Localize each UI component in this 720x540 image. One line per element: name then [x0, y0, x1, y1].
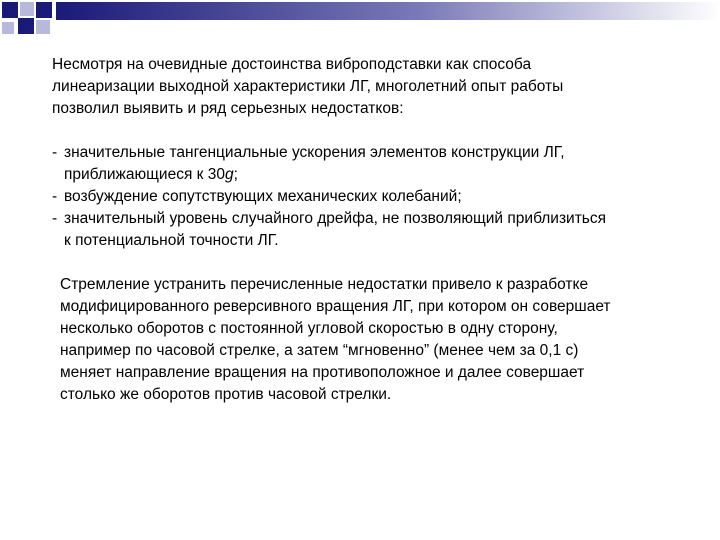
list-item — [52, 208, 712, 252]
list-item-text: возбуждение сопутствующих механических колебаний; — [64, 188, 462, 205]
header-decoration — [0, 0, 720, 44]
deco-square — [2, 2, 18, 18]
text-line: линеаризации выходной характеристики ЛГ, многолетний опыт работы — [52, 78, 564, 95]
list-dash: - — [52, 210, 58, 227]
drawbacks-list — [52, 142, 712, 252]
text-line: Несмотря на очевидные достоинства виброподставки как способа — [52, 56, 532, 73]
list-item — [52, 186, 712, 208]
list-item-text: значительные тангенциальные ускорения элементов конструкции ЛГ, — [64, 144, 565, 161]
text-line: модифицированного реверсивного вращения ЛГ, при котором он совершает — [60, 298, 611, 315]
deco-square — [20, 2, 34, 16]
list-item — [52, 142, 712, 186]
stripe-band — [56, 2, 720, 20]
text-line: столько же оборотов против часовой стрелки. — [60, 386, 392, 403]
list-dash: - — [52, 188, 58, 205]
deco-square — [18, 18, 34, 34]
list-item-continuation: приближающиеся к 30g; — [64, 166, 238, 183]
text-line: Стремление устранить перечисленные недостатки привело к разработке — [60, 276, 589, 293]
list-item-text: значительный уровень случайного дрейфа, не позволяющий приблизиться — [64, 210, 607, 227]
deco-square — [36, 2, 52, 18]
slide-body — [52, 54, 712, 406]
text-line: например по часовой стрелке, а затем “мгновенно” (менее чем за 0,1 с) — [60, 342, 579, 359]
intro-paragraph — [52, 54, 712, 120]
text-line: несколько оборотов с постоянной угловой скоростью в одну сторону, — [60, 320, 558, 337]
deco-square — [36, 20, 50, 34]
list-item-continuation: к потенциальной точности ЛГ. — [64, 232, 279, 249]
text-line: позволил выявить и ряд серьезных недостатков: — [52, 100, 404, 117]
conclusion-paragraph — [60, 274, 712, 406]
g-symbol: g — [224, 166, 234, 183]
text-line: меняет направление вращения на противоположное и далее совершает — [60, 364, 585, 381]
list-dash: - — [52, 144, 58, 161]
deco-square — [2, 22, 14, 34]
